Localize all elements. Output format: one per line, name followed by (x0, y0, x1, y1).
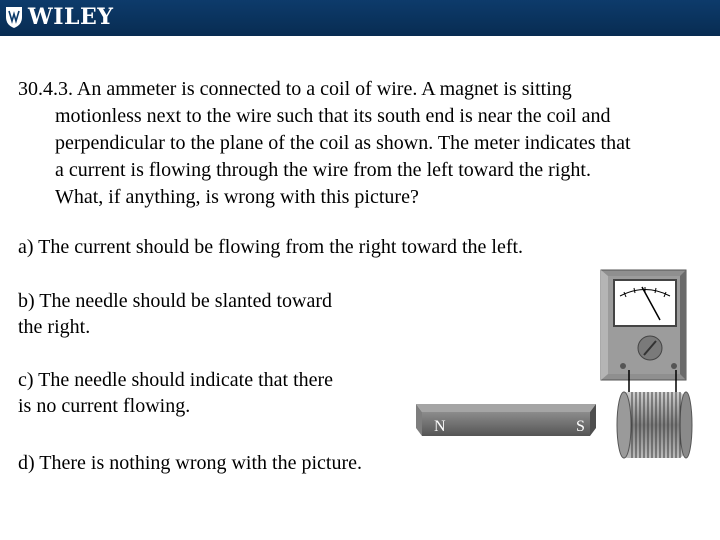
ammeter (601, 270, 686, 380)
option-d: d) There is nothing wrong with the picture. (18, 452, 363, 474)
option-c: c) The needle should indicate that there is no current flowing. (18, 369, 334, 417)
magnet-north-label: N (434, 418, 446, 435)
option-a: a) The current should be flowing from the right toward the left. (18, 236, 524, 258)
bar-magnet (416, 404, 596, 436)
meter-terminal (620, 363, 626, 369)
question-line: a current is flowing through the wire from the left toward the right. (55, 159, 591, 181)
magnet-south-label: S (576, 418, 585, 435)
question-line: motionless next to the wire such that its south end is near the coil and (55, 105, 611, 127)
option-b: b) The needle should be slanted toward the right. (18, 290, 332, 338)
logo-text: WILEY (28, 4, 114, 30)
question-line: perpendicular to the plane of the coil as shown. The meter indicates that (55, 132, 631, 154)
question-line: What, if anything, is wrong with this picture? (55, 186, 419, 208)
meter-terminal (671, 363, 677, 369)
coil (617, 392, 692, 458)
question-line: 30.4.3. An ammeter is connected to a coil of wire. A magnet is sitting (18, 78, 572, 100)
meter-dial (614, 280, 676, 326)
